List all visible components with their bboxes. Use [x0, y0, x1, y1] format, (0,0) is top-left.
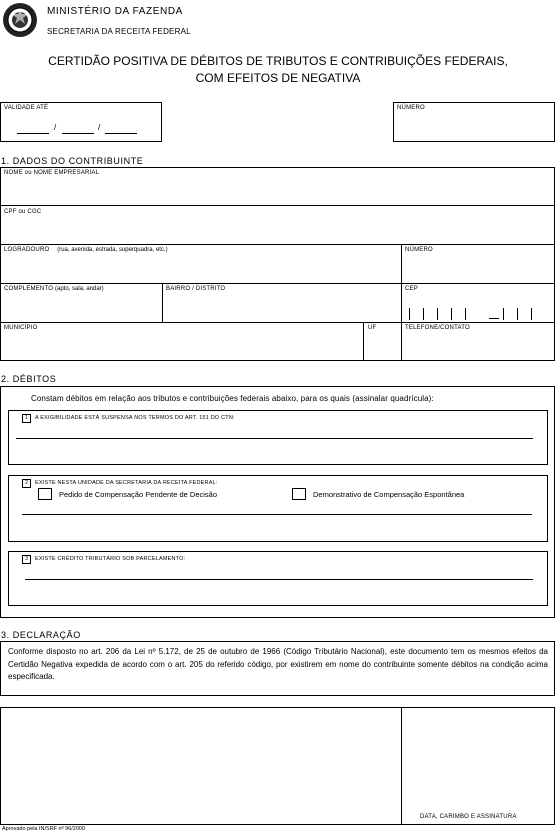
signature-label: DATA, CARIMBO E ASSINATURA [420, 814, 517, 820]
item-number-2: 2 [22, 479, 31, 488]
compensation-statement-checkbox[interactable] [292, 488, 306, 500]
declaration-box [0, 641, 555, 696]
item1-text: A EXIGIBILIDADE ESTÁ SUSPENSA NOS TERMOS DO ART. 151 DO CTN: [35, 415, 235, 421]
debt-item-2-box [8, 475, 548, 542]
complement-label-hint: (apto, sala, andar) [54, 286, 104, 292]
signature-box [0, 707, 555, 825]
debt-item-3-box [8, 551, 548, 606]
coat-of-arms-seal [2, 2, 38, 38]
address-field[interactable] [1, 255, 401, 283]
debts-intro-text: Constam débitos em relação aos tributos e contribuições federais abaixo, para os quais (assinalar quadrícula): [31, 394, 434, 403]
validity-label: VALIDADE ATÉ [4, 105, 49, 111]
signature-area[interactable] [402, 708, 554, 808]
certificate-number-box[interactable] [393, 102, 555, 142]
section3-title: 3. DECLARAÇÃO [1, 630, 81, 640]
uf-field-label: UF [368, 325, 377, 331]
complement-field-label [4, 286, 104, 293]
compensation-request-checkbox[interactable] [38, 488, 52, 500]
document-title-line1: CERTIDÃO POSITIVA DE DÉBITOS DE TRIBUTOS E CONTRIBUIÇÕES FEDERAIS, [48, 54, 508, 68]
address-field-label [4, 247, 168, 254]
item3-text: EXISTE CRÉDITO TRIBUTÁRIO SOB PARCELAMENTO: [35, 556, 186, 562]
city-field-label: MUNICÍPIO [4, 325, 38, 331]
item-number-1: 1 [22, 414, 31, 423]
section1-title: 1. DADOS DO CONTRIBUINTE [1, 156, 144, 166]
address-number-label: NÚMERO [405, 247, 433, 253]
item2-answer-line[interactable] [22, 514, 532, 515]
cep-field-label: CEP [405, 286, 418, 292]
name-field[interactable] [1, 177, 554, 205]
approval-footnote: Aprovado pela IN/SRF nº 96/2000 [2, 826, 86, 832]
validity-month-field[interactable] [62, 133, 94, 134]
cep-field[interactable] [405, 308, 550, 320]
validity-box [0, 102, 162, 142]
phone-field-label: TELEFONE/CONTATO [405, 325, 470, 331]
secretariat-name: SECRETARIA DA RECEITA FEDERAL [47, 27, 191, 36]
section2-title: 2. DÉBITOS [1, 374, 57, 384]
compensation-statement-label: Demonstrativo de Compensação Espontânea [313, 490, 465, 499]
item1-answer-line[interactable] [16, 438, 533, 439]
item-number-3: 3 [22, 555, 31, 564]
debts-box [0, 386, 555, 618]
taxpayer-data-box [0, 167, 555, 361]
validity-year-field[interactable] [105, 133, 137, 134]
date-separator: / [54, 123, 57, 132]
address-label-hint: (rua, avenida, estrada, superquadra, etc.) [57, 247, 168, 253]
date-separator: / [98, 123, 101, 132]
item2-text: EXISTE NESTA UNIDADE DA SECRETARIA DA RECEITA FEDERAL: [35, 480, 218, 486]
document-title-line2: COM EFEITOS DE NEGATIVA [195, 71, 361, 85]
validity-day-field[interactable] [17, 133, 49, 134]
document-title [0, 53, 556, 87]
cpf-field-label: CPF ou CGC [4, 209, 42, 215]
compensation-request-label: Pedido de Compensação Pendente de Decisão [59, 490, 218, 499]
ministry-name: MINISTÉRIO DA FAZENDA [47, 6, 183, 17]
district-field-label: BAIRRO / DISTRITO [166, 286, 226, 292]
cpf-field[interactable] [1, 216, 554, 244]
complement-label-text: COMPLEMENTO [4, 286, 54, 292]
declaration-text: Conforme disposto no art. 206 da Lei nº 5.172, de 25 de outubro de 1966 (Código Tributário Nacional), este documento tem os mesmos efeitos da Certidão Negativa expedida de acordo com o art. 205 do referido código, por existirem em nome do contribuinte somente débitos na condição acima especificada. [8, 647, 548, 681]
address-label-text: LOGRADOURO [4, 247, 50, 253]
debt-item-1-box [8, 410, 548, 465]
item3-answer-line[interactable] [25, 579, 533, 580]
name-field-label: NOME ou NOME EMPRESARIAL [4, 170, 100, 176]
certificate-number-label: NÚMERO [397, 105, 425, 111]
